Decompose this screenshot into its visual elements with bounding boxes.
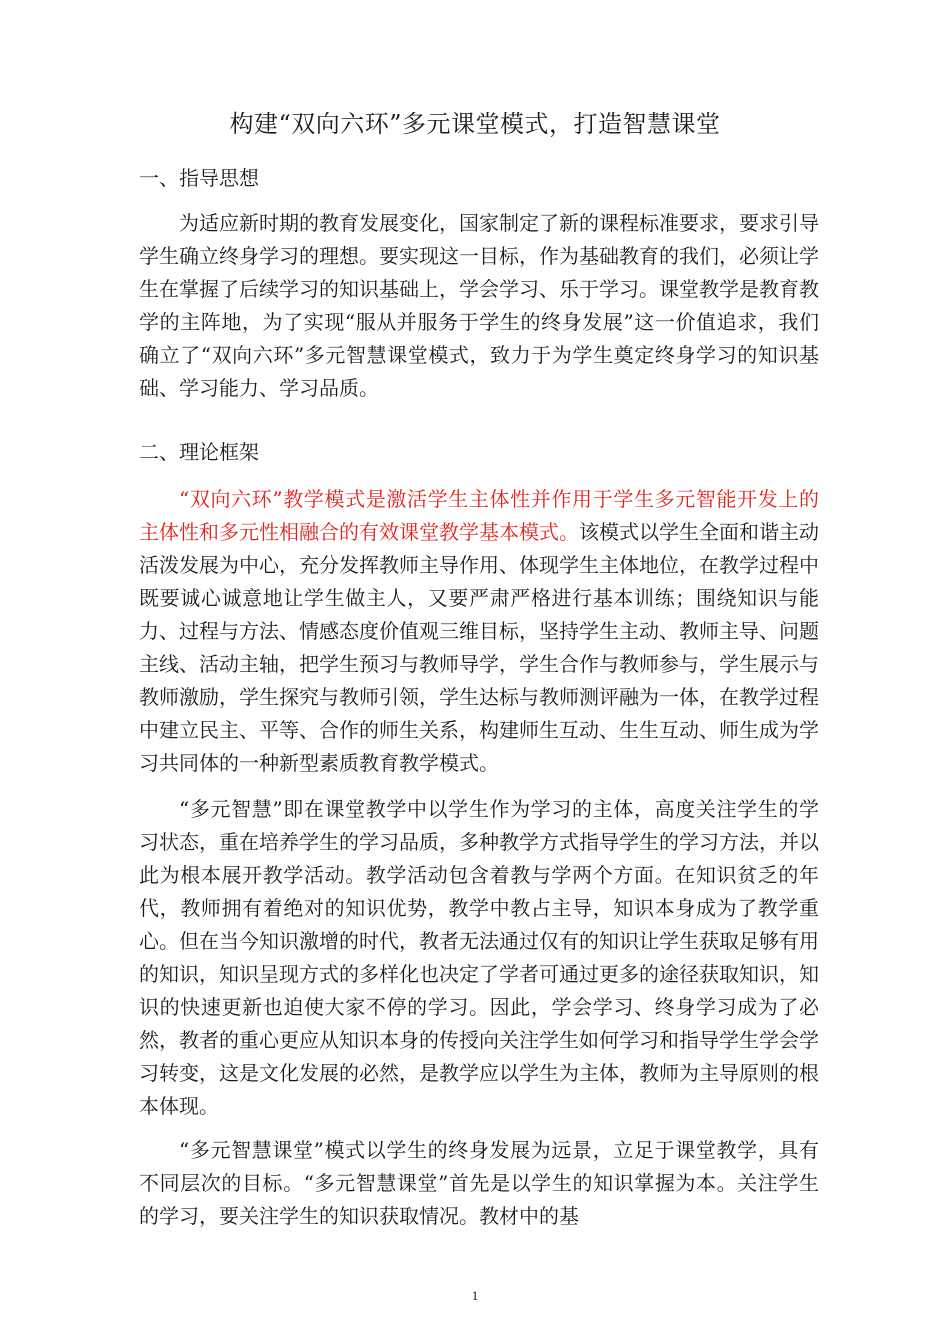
page-number: 1 bbox=[471, 1288, 479, 1303]
section-heading-guiding-ideology: 一、指导思想 bbox=[139, 166, 259, 190]
model-description: 该模式以学生全面和谐主动活泼发展为中心，充分发挥教师主导作用、体现学生主体地位，在教学过程中既要诚心诚意地让学生做主人，又要严肃严格进行基本训练；围绕知识与能力、过程与方法、情感态度价值观三维目标，坚持学生主动、教师主导、问题主线、活动主轴，把学生预习与教师导学，学生合作与教师参与，学生展示与教师激励，学生探究与教师引领，学生达标与教师测评融为一体，在教学过程中建立民主、平等、合作的师生关系，构建师生互动、生生互动、师生成为学习共同体的一种新型素质教育教学模式。 bbox=[139, 520, 819, 775]
section-heading-theory-framework: 二、理论框架 bbox=[139, 440, 259, 464]
paragraph-model-definition bbox=[139, 483, 819, 780]
document-title: 构建“双向六环”多元课堂模式，打造智慧课堂 bbox=[229, 110, 721, 138]
highlighted-definition: “双向六环”教学模式是激活学生主体性并作用于学生多元智能开发上的主体性和多元性相融合的有效课堂教学基本模式。 bbox=[139, 487, 819, 544]
paragraph-multiple-wisdom: “多元智慧”即在课堂教学中以学生作为学习的主体，高度关注学生的学习状态，重在培养学生的学习品质，多种教学方式指导学生的学习方法，并以此为根本展开教学活动。教学活动包含着教与学两个方面。在知识贫乏的年代，教师拥有着绝对的知识优势，教学中教占主导，知识本身成为了教学重心。但在当今知识激增的时代，教者无法通过仅有的知识让学生获取足够有用的知识，知识呈现方式的多样化也决定了学者可通过更多的途径获取知识，知识的快速更新也迫使大家不停的学习。因此，学会学习、终身学习成为了必然，教者的重心更应从知识本身的传授向关注学生如何学习和指导学生学会学习转变，这是文化发展的必然，是教学应以学生为主体，教师为主导原则的根本体现。 bbox=[139, 797, 819, 1118]
paragraph-wisdom-classroom: “多元智慧课堂”模式以学生的终身发展为远景，立足于课堂教学，具有不同层次的目标。“多元智慧课堂”首先是以学生的知识掌握为本。关注学生的学习，要关注学生的知识获取情况。教材中的基 bbox=[139, 1138, 819, 1228]
paragraph-guiding-ideology: 为适应新时期的教育发展变化，国家制定了新的课程标准要求，要求引导学生确立终身学习的理想。要实现这一目标，作为基础教育的我们，必须让学生在掌握了后续学习的知识基础上，学会学习、乐于学习。课堂教学是教育教学的主阵地，为了实现“服从并服务于学生的终身发展”这一价值追求，我们确立了“双向六环”多元智慧课堂模式，致力于为学生奠定终身学习的知识基础、学习能力、学习品质。 bbox=[139, 211, 819, 400]
